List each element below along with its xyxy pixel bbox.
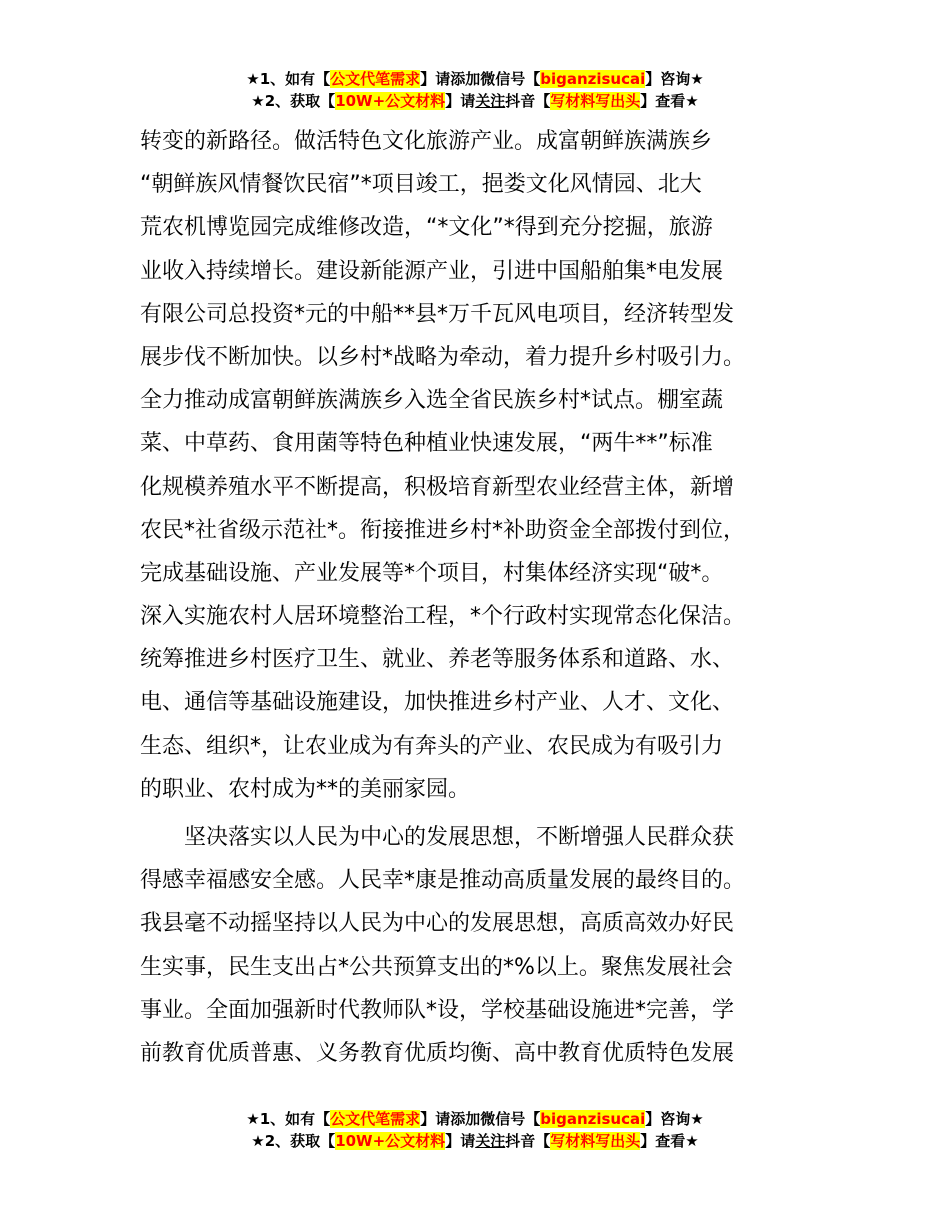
banner-line-2 <box>0 1130 950 1152</box>
document-body <box>140 120 830 1075</box>
text-line: 全力推动成富朝鲜族满族乡入选全省民族乡村*试点。棚室蔬 <box>140 388 724 414</box>
banner-highlight: 公文代笔需求 <box>330 1110 421 1128</box>
text-line: 展步伐不断加快。以乡村*战略为牵动，着力提升乡村吸引力。 <box>140 344 746 370</box>
text-line: 统筹推进乡村医疗卫生、就业、养老等服务体系和道路、水、 <box>140 647 735 673</box>
text-line: 生实事，民生支出占*公共预算支出的*%以上。聚焦发展社会 <box>140 954 733 980</box>
banner-text: 】请 <box>445 92 476 110</box>
text-line: 电、通信等基础设施建设，加快推进乡村产业、人才、文化、 <box>140 690 735 716</box>
banner-text: 】请添加微信号【 <box>420 1110 541 1128</box>
banner-text: 】咨询★ <box>645 70 704 88</box>
banner-highlight: 写材料写出头 <box>550 1132 641 1150</box>
banner-text: ★2、获取【 <box>251 92 336 110</box>
banner-underline: 关注 <box>475 1132 506 1150</box>
banner-text: 】咨询★ <box>645 1110 704 1128</box>
text-line: 业收入持续增长。建设新能源产业，引进中国船舶集*电发展 <box>140 258 724 284</box>
text-line: 转变的新路径。做活特色文化旅游产业。成富朝鲜族满族乡 <box>140 129 713 154</box>
banner-text: 】请 <box>445 1132 476 1150</box>
banner-text: 】查看★ <box>640 92 699 110</box>
text-line: “朝鲜族风情餐饮民宿”*项目竣工，挹娄文化风情园、北大 <box>140 172 702 198</box>
text-line: 得感幸福感安全感。人民幸*康是推动高质量发展的最终目的。 <box>140 868 746 894</box>
text-line: 我县毫不动摇坚持以人民为中心的发展思想，高质高效办好民 <box>140 911 735 937</box>
banner-line-1 <box>0 68 950 90</box>
text-line: 农民*社省级示范社*。衔接推进乡村*补助资金全部拨付到位， <box>140 517 746 543</box>
banner-highlight: 写材料写出头 <box>550 92 641 110</box>
banner-highlight: 10W+公文材料 <box>335 1132 446 1150</box>
banner-highlight: 公文代笔需求 <box>330 70 421 88</box>
banner-text: 抖音【 <box>505 92 551 110</box>
banner-line-2 <box>0 90 950 112</box>
banner-text: ★1、如有【 <box>246 70 331 88</box>
banner-underline: 关注 <box>475 92 506 110</box>
text-line: 生态、组织*，让农业成为有奔头的产业、农民成为有吸引力 <box>140 733 724 759</box>
paragraph-1 <box>140 120 830 811</box>
banner-highlight: biganzisucai <box>540 1110 646 1128</box>
paragraph-2 <box>140 816 830 1075</box>
banner-text: 】查看★ <box>640 1132 699 1150</box>
banner-text: 】请添加微信号【 <box>420 70 541 88</box>
banner-text: ★1、如有【 <box>246 1110 331 1128</box>
text-line: 有限公司总投资*元的中船**县*万千瓦风电项目，经济转型发 <box>140 301 735 327</box>
text-line: 菜、中草药、食用菌等特色种植业快速发展，“两牛**”标准 <box>140 431 713 457</box>
banner-text: 抖音【 <box>505 1132 551 1150</box>
banner-highlight: 10W+公文材料 <box>335 92 446 110</box>
banner-text: ★2、获取【 <box>251 1132 336 1150</box>
footer-banner <box>0 1108 950 1152</box>
text-line: 完成基础设施、产业发展等*个项目，村集体经济实现“破*。 <box>140 560 724 586</box>
text-line: 化规模养殖水平不断提高，积极培育新型农业经营主体，新增 <box>140 474 735 500</box>
text-line: 前教育优质普惠、义务教育优质均衡、高中教育优质特色发展 <box>140 1040 735 1066</box>
header-banner <box>0 68 950 112</box>
banner-line-1 <box>0 1108 950 1130</box>
text-line: 深入实施农村人居环境整治工程，*个行政村实现常态化保洁。 <box>140 604 746 630</box>
text-line: 坚决落实以人民为中心的发展思想，不断增强人民群众获 <box>140 825 735 850</box>
text-line: 荒农机博览园完成维修改造，“*文化”*得到充分挖掘，旅游 <box>140 215 713 241</box>
text-line: 事业。全面加强新时代教师队*设，学校基础设施进*完善，学 <box>140 997 735 1023</box>
text-line: 的职业、农村成为**的美丽家园。 <box>140 776 471 802</box>
banner-highlight: biganzisucai <box>540 70 646 88</box>
